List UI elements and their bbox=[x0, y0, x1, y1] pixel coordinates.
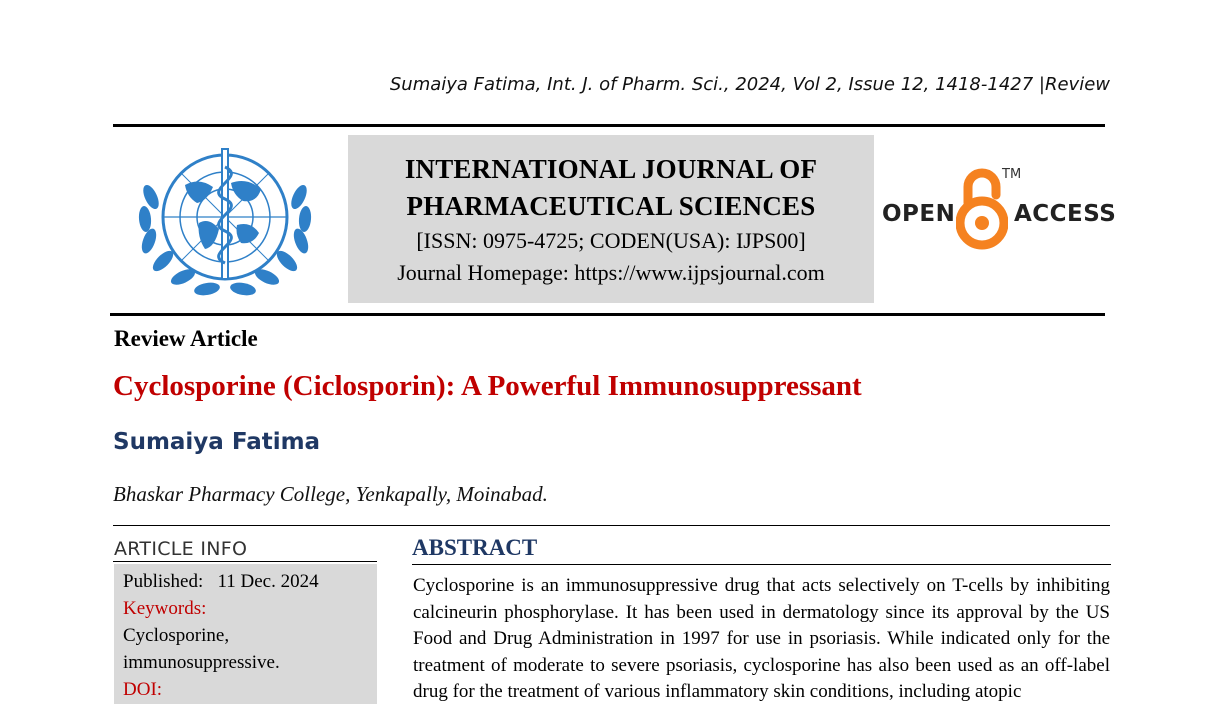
doi-label: DOI: bbox=[123, 679, 163, 700]
keywords-label: Keywords: bbox=[123, 598, 207, 619]
published-value: 11 Dec. 2024 bbox=[217, 571, 319, 592]
keywords-line2: immunosuppressive. bbox=[123, 652, 280, 673]
published-row bbox=[123, 568, 377, 595]
journal-issn: [ISSN: 0975-4725; CODEN(USA): IJPS00] bbox=[416, 228, 806, 253]
running-head: Sumaiya Fatima, Int. J. of Pharm. Sci., 2024, Vol 2, Issue 12, 1418-1427 |Review bbox=[389, 74, 1110, 95]
open-access-logo bbox=[880, 165, 1117, 255]
open-access-word-open: OPEN bbox=[882, 201, 956, 227]
article-info-box bbox=[114, 564, 377, 704]
open-access-word-access: ACCESS bbox=[1014, 201, 1117, 227]
article-title: Cyclosporine (Ciclosporin): A Powerful Immunosuppressant bbox=[113, 370, 862, 402]
article-type: Review Article bbox=[114, 326, 258, 351]
open-access-trademark: TM bbox=[1002, 167, 1022, 182]
abstract-rule bbox=[412, 564, 1111, 565]
article-author: Sumaiya Fatima bbox=[113, 429, 321, 455]
affiliation-divider bbox=[113, 525, 1110, 526]
abstract-text: Cyclosporine is an immunosuppressive drug that acts selectively on T-cells by inhibiting calcineurin phosphorylase. It has been used in dermatology since its approval by the US Food and Drug Administration in 1997 for use in psoriasis. While indicated only for the treatment of moderate to severe psoriasis, cyclosporine has also been used as an off-label drug for the treatment of various inflammatory skin conditions, including atopic bbox=[413, 575, 1110, 702]
article-info-rule bbox=[113, 561, 377, 562]
journal-homepage: Journal Homepage: https://www.ijpsjournal.com bbox=[397, 260, 825, 285]
author-affiliation: Bhaskar Pharmacy College, Yenkapally, Moinabad. bbox=[113, 482, 548, 506]
published-label: Published: bbox=[123, 571, 204, 592]
journal-name-line1: INTERNATIONAL JOURNAL OF bbox=[404, 154, 818, 184]
article-info-heading: ARTICLE INFO bbox=[114, 538, 248, 560]
journal-name-line2: PHARMACEUTICAL SCIENCES bbox=[406, 191, 816, 221]
journal-emblem-icon bbox=[127, 137, 327, 307]
masthead-top-rule bbox=[113, 124, 1105, 127]
open-lock-icon bbox=[956, 165, 1008, 253]
abstract-heading: ABSTRACT bbox=[412, 535, 538, 560]
keywords-line1: Cyclosporine, bbox=[123, 625, 230, 646]
masthead-bottom-rule bbox=[110, 313, 1105, 316]
journal-masthead bbox=[348, 135, 874, 303]
